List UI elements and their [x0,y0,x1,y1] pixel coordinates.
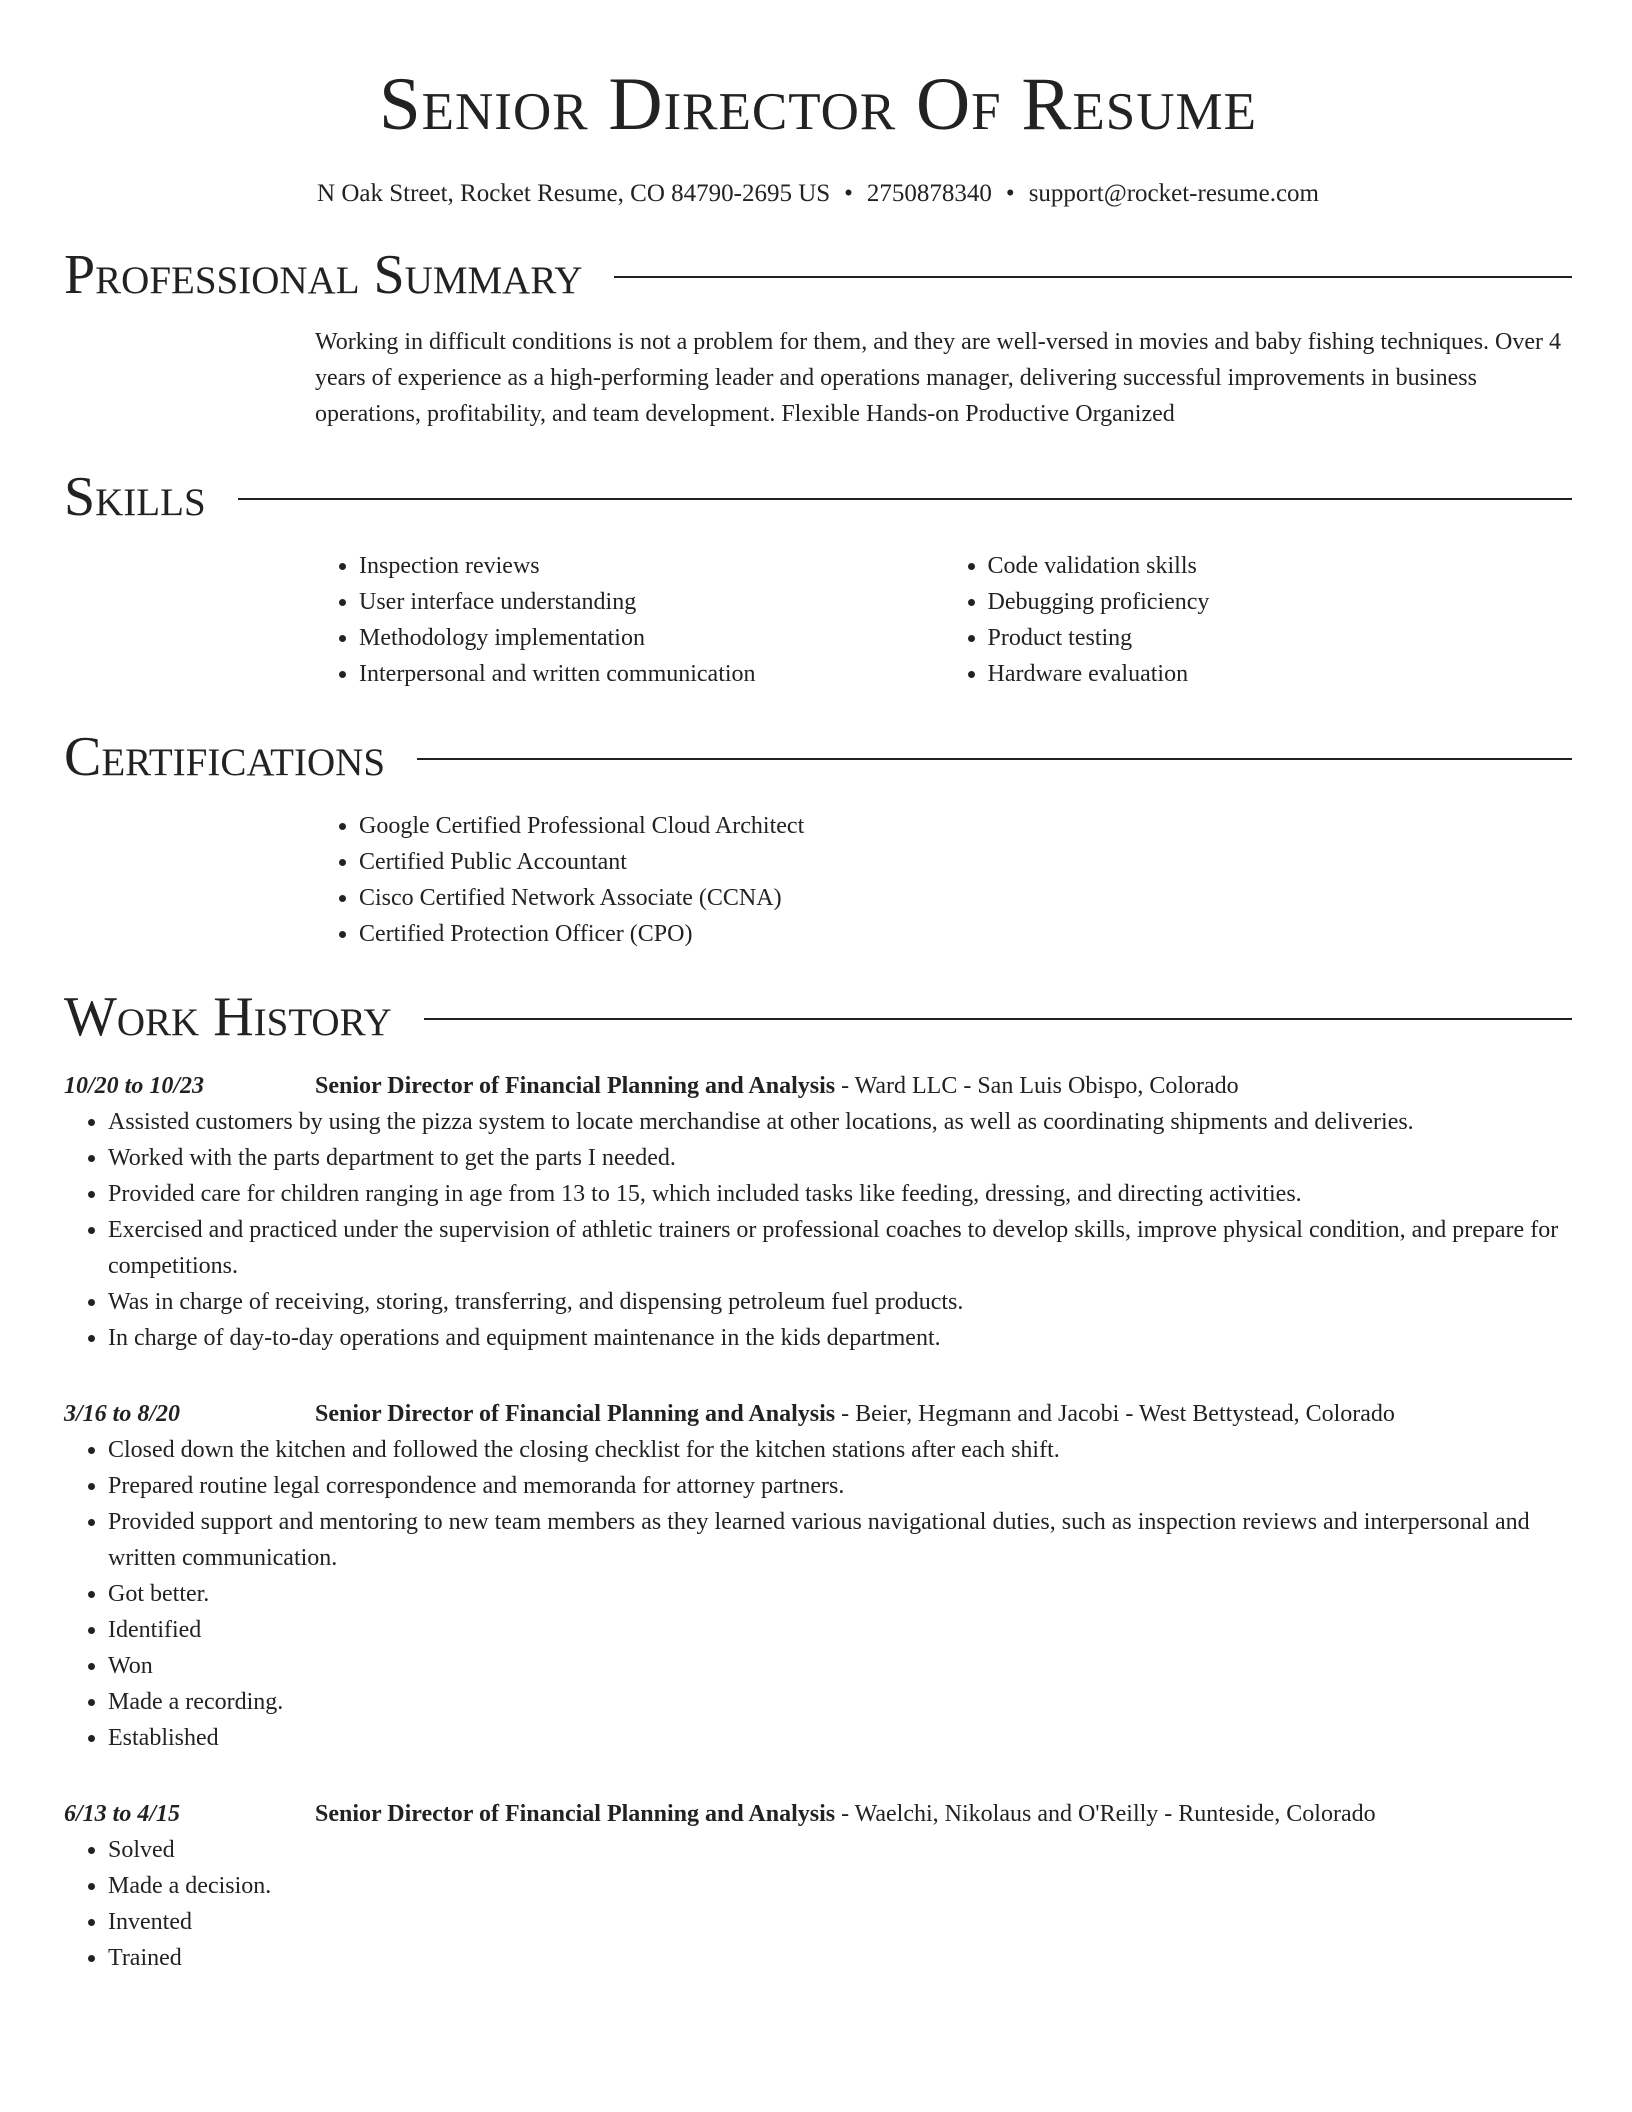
job-dates: 6/13 to 4/15 [64,1801,181,1827]
job-bullet: • Got better. [108,1576,1572,1612]
certification-item: • Cisco Certified Network Associate (CCNA) [359,880,1572,916]
certification-item: • Google Certified Professional Cloud Architect [359,808,1572,844]
job-title: Senior Director of Financial Planning and Analysis [315,1073,836,1099]
section-header-skills [64,462,1572,532]
skill-item: • Hardware evaluation [988,656,1573,692]
job-bullet: • Made a recording. [108,1684,1572,1720]
section-title-certifications: Certifications [64,726,386,788]
job-company: - Waelchi, Nikolaus and O'Reilly - Runteside, Colorado [835,1801,1376,1827]
section-title-work-history: Work History [64,986,392,1048]
contact-line [64,178,1572,210]
job-bullet: • Prepared routine legal correspondence and memoranda for attorney partners. [108,1468,1572,1504]
skill-item: • Interpersonal and written communication [359,656,944,692]
job-bullet: • Won [108,1648,1572,1684]
resume-page [64,0,1572,1976]
job-bullets [64,1832,1572,1976]
job-title: Senior Director of Financial Planning and Analysis [315,1801,836,1827]
contact-separator: • [1005,180,1015,207]
certification-item: • Certified Public Accountant [359,844,1572,880]
resume-name: Senior Director Of Resume [378,63,1258,146]
job-bullet: • Closed down the kitchen and followed the closing checklist for the kitchen stations after each shift. [108,1432,1572,1468]
job-entry [64,1796,1572,1976]
job-bullet: • Provided care for children ranging in age from 13 to 15, which included tasks like feeding, dressing, and directing activities. [108,1176,1572,1212]
skills-column-right [944,548,1573,692]
job-bullet: • Solved [108,1832,1572,1868]
job-bullet: • Assisted customers by using the pizza system to locate merchandise at other locations, as well as coordinating shipments and deliveries. [108,1104,1572,1140]
section-header-certifications [64,722,1572,792]
skill-item: • Product testing [988,620,1573,656]
job-bullet: • Made a decision. [108,1868,1572,1904]
skill-item: • Debugging proficiency [988,584,1573,620]
skill-item: • Inspection reviews [359,548,944,584]
contact-email: support@rocket-resume.com [1028,180,1319,207]
skill-item: • User interface understanding [359,584,944,620]
job-bullets [64,1432,1572,1756]
job-bullet: • Identified [108,1612,1572,1648]
job-dates: 10/20 to 10/23 [64,1073,205,1099]
contact-address: N Oak Street, Rocket Resume, CO 84790-2695 US [317,180,831,207]
job-title: Senior Director of Financial Planning and Analysis [315,1401,836,1427]
job-dates: 3/16 to 8/20 [64,1401,181,1427]
job-heading [315,1396,1395,1432]
job-bullet: • Invented [108,1904,1572,1940]
section-title-summary: Professional Summary [64,244,583,306]
certifications-list [315,808,1572,952]
skills-column-left [315,548,944,692]
certification-item: • Certified Protection Officer (CPO) [359,916,1572,952]
skill-item: • Code validation skills [988,548,1573,584]
summary-text: Working in difficult conditions is not a problem for them, and they are well-versed in movies and baby fishing techniques. Over 4 years of experience as a high-performing leader and operations manager, delivering successful improvements in business operations, profitability, and team development. Flexible Hands-on Productive Organized [315,329,1562,427]
job-bullet: • Trained [108,1940,1572,1976]
job-bullet: • In charge of day-to-day operations and equipment maintenance in the kids department. [108,1320,1572,1356]
section-divider [424,1018,1572,1020]
job-bullet: • Provided support and mentoring to new team members as they learned various navigational duties, such as inspection reviews and interpersonal and written communication. [108,1504,1572,1576]
section-divider [417,758,1572,760]
job-heading [315,1796,1376,1832]
job-entry [64,1068,1572,1356]
skill-item: • Methodology implementation [359,620,944,656]
section-header-summary [64,240,1572,310]
job-entry [64,1396,1572,1756]
job-bullet: • Was in charge of receiving, storing, transferring, and dispensing petroleum fuel products. [108,1284,1572,1320]
job-bullet: • Worked with the parts department to get the parts I needed. [108,1140,1572,1176]
contact-phone: 2750878340 [866,180,992,207]
job-heading [315,1068,1239,1104]
section-title-skills: Skills [64,466,206,528]
skills-list [315,548,1572,692]
job-bullets [64,1104,1572,1356]
job-company: - Beier, Hegmann and Jacobi - West Bettystead, Colorado [835,1401,1395,1427]
job-company: - Ward LLC - San Luis Obispo, Colorado [835,1073,1239,1099]
job-bullet: • Established [108,1720,1572,1756]
section-divider [614,276,1572,278]
section-header-work-history [64,982,1572,1052]
contact-separator: • [844,180,853,207]
section-divider [238,498,1572,500]
job-bullet: • Exercised and practiced under the supervision of athletic trainers or professional coaches to develop skills, improve physical condition, and prepare for competitions. [108,1212,1572,1284]
